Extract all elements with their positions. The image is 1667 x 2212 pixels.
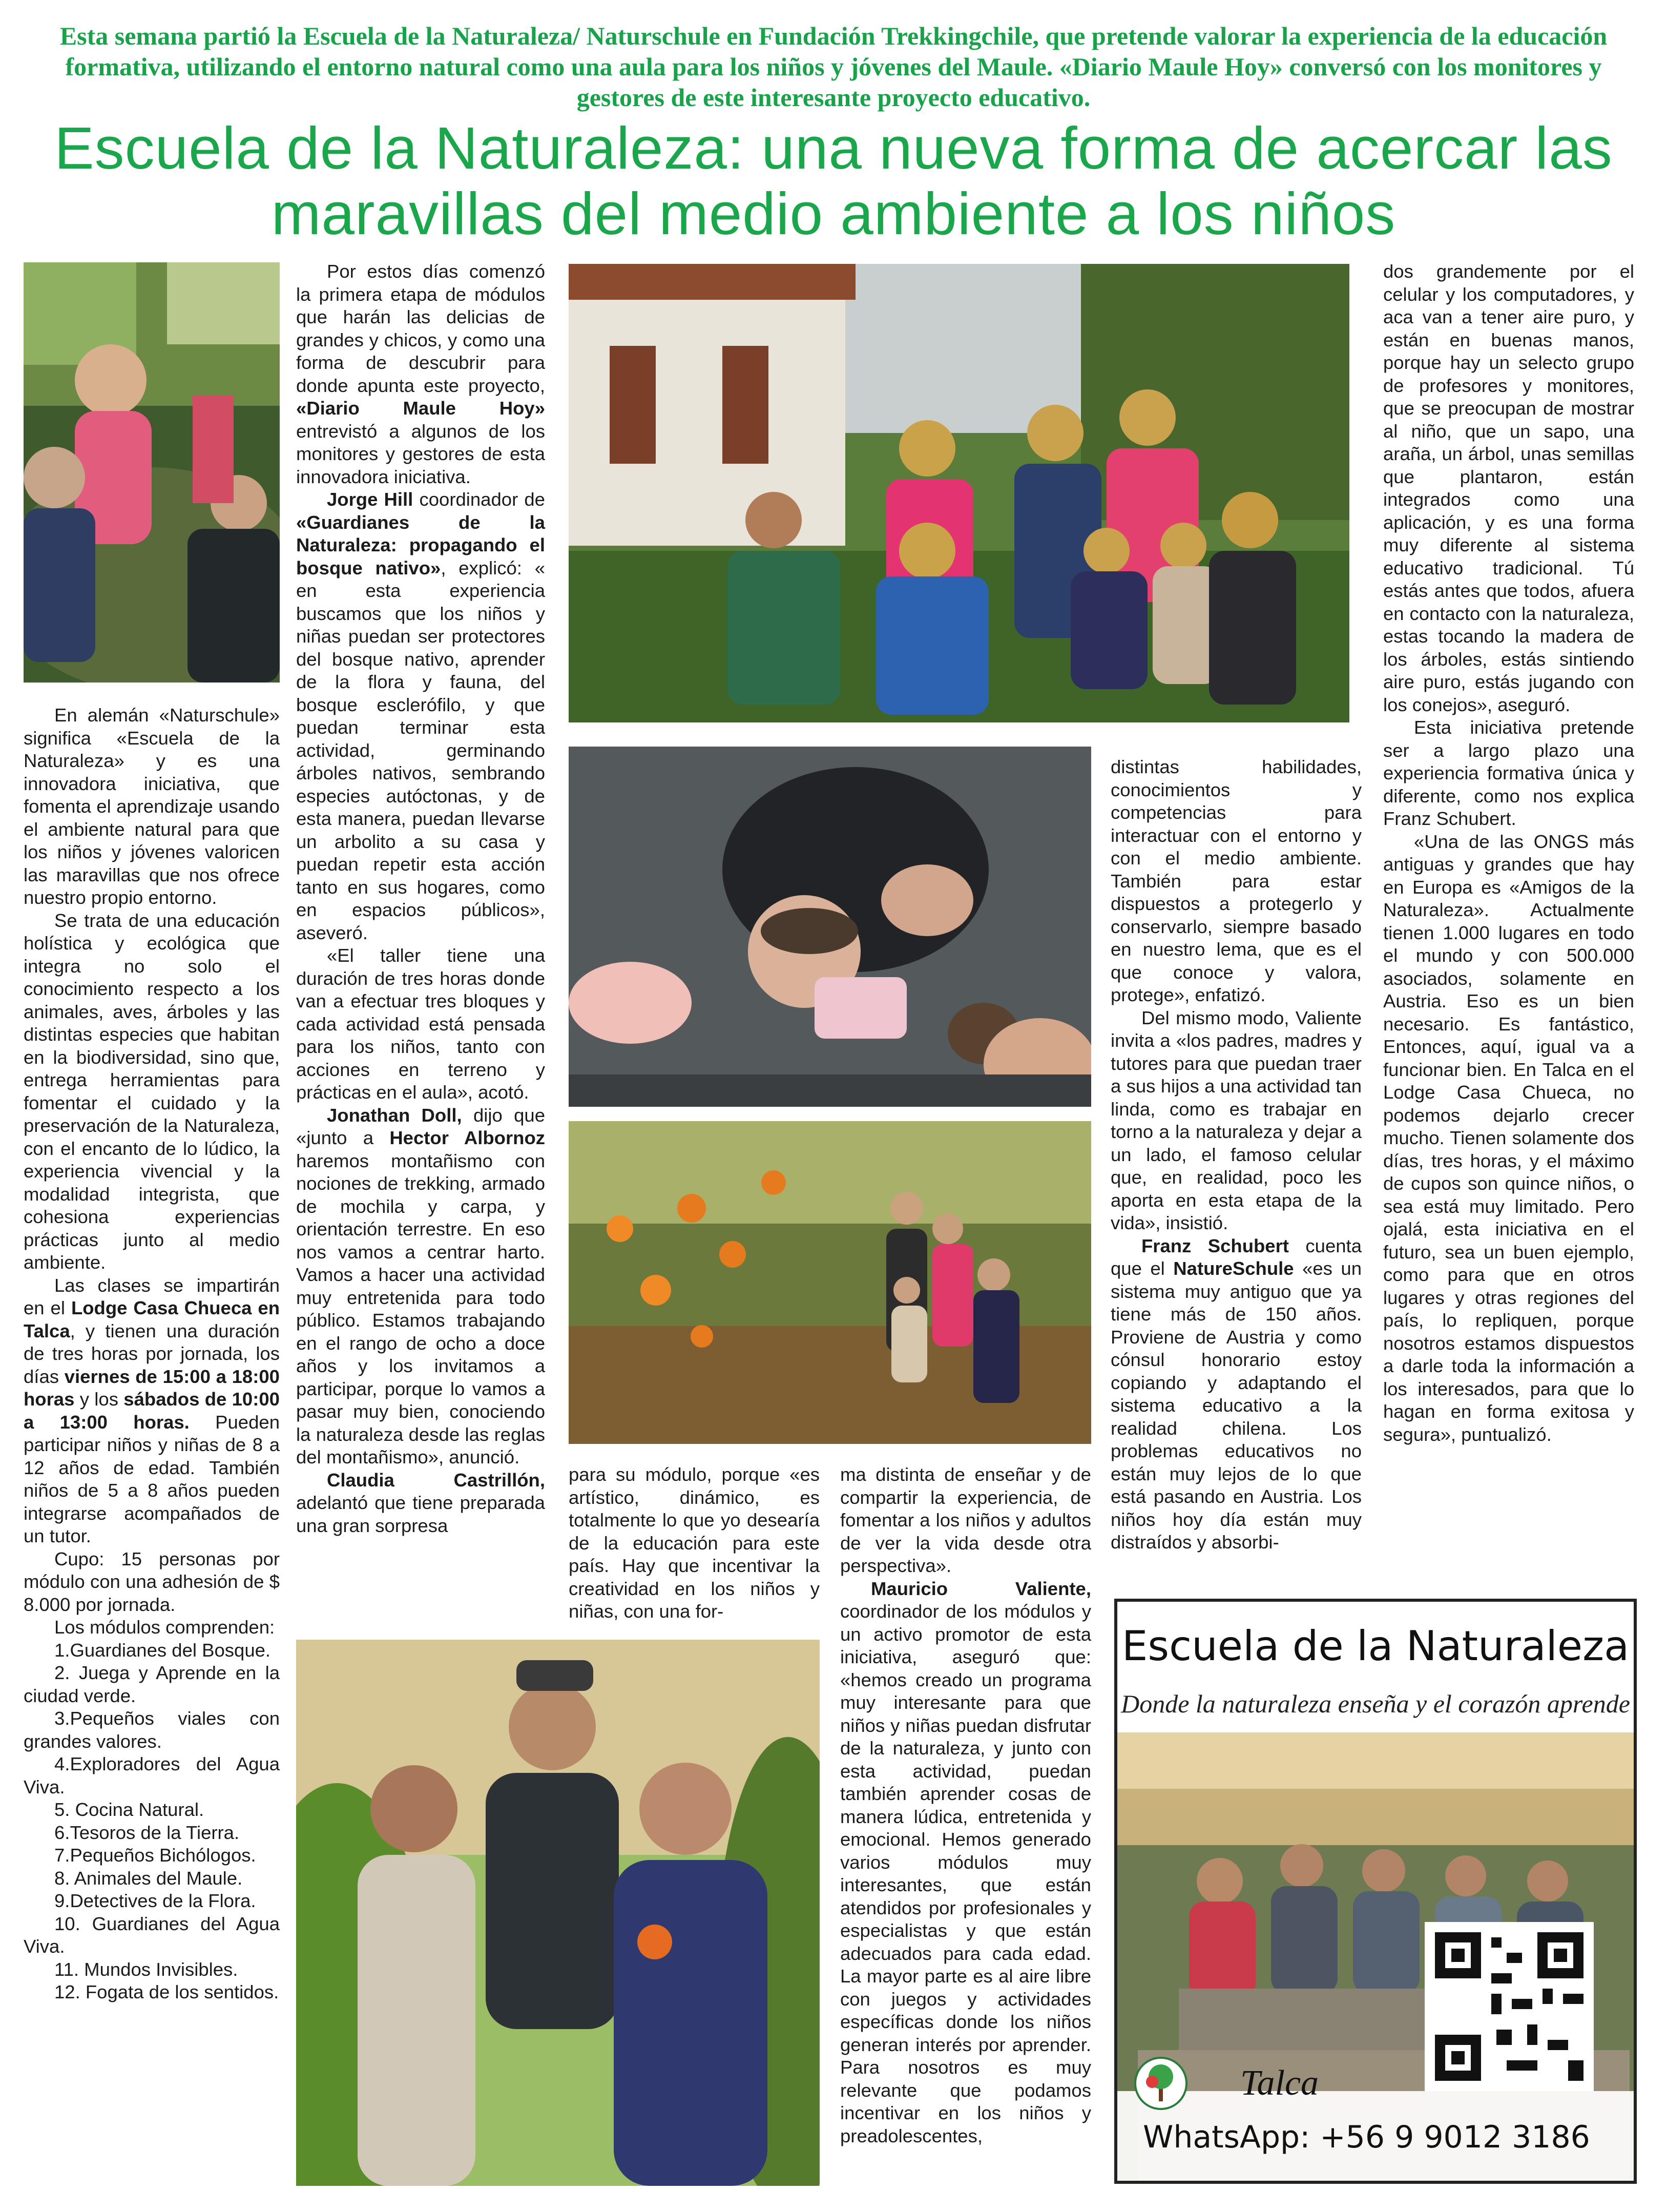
- col1-p3: Las clases se impartirán en el Lodge Casa Chueca en Talca, y tienen una duración de tres horas por jornada, los días viernes de 15:00 a 18:00 horas y los sábados de 10:00 a 13:00 horas. Pueden participar niños y niñas de 8 a 12 años de edad. También niños de 5 a 8 años pueden integrarse acompañados de un tutor.: [24, 1274, 280, 1546]
- photo-father-kids: [296, 1640, 820, 2186]
- col3b-p2: Mauricio Valiente, coordinador de los módulos y un activo promotor de esta iniciativa, aseguró que: «hemos creado un programa muy interesante para que niños y niñas puedan disfrutar de la naturaleza, y junto con esta actividad, puedan también aprender cosas de manera lúdica, entretenida y emocional. Hemos generado varios módulos muy interesantes, que están atendidos por profesionales y especialistas y que están adecuados para cada edad. La mayor parte es al aire libre con juegos y actividades específicas donde los niños generan interés por aprender. Para nosotros es muy relevante que podamos incentivar en los niños y preadolescentes,: [840, 1578, 1091, 2146]
- col2-p5: Claudia Castrillón, adelantó que tiene preparada una gran sorpresa: [296, 1469, 545, 1536]
- col5-p3: «Una de las ONGS más antiguas y grandes que hay en Europa es «Amigos de la Naturaleza». Actualmente tienen 1.000 lugares en todo el mundo y con 500.000 asociados, solamente en Austria. Eso es un bien necesario. Es fantástico, Entonces, aquí, igual va a funcionar bien. En Talca en el Lodge Casa Chueca, no podemos dejarlo crecer mucho. Tienen solamente dos días, tres horas, y el máximo de cupos son quince niños, o sea está muy limitado. Pero ojalá, esta iniciativa en el futuro, sea un buen ejemplo, como para que en otros lugares y otras regiones del país, lo repliquen, porque nosotros estamos dispuestos a darle toda la información a los interesados, para que lo hagan en forma exitosa y segura», puntualizó.: [1383, 831, 1634, 1445]
- col3b-p1: ma distinta de enseñar y de compartir la experiencia, de fomentar a los niños y adultos de ver la vida desde otra perspectiva».: [840, 1464, 1091, 1576]
- module-item: 6.Tesoros de la Tierra.: [54, 1822, 240, 1843]
- module-item: 2. Juega y Aprende en la ciudad verde.: [24, 1662, 280, 1706]
- col1-p5: Los módulos comprenden:: [54, 1617, 275, 1638]
- ad-whatsapp: WhatsApp: +56 9 9012 3186: [1143, 2119, 1590, 2155]
- column-2: [296, 260, 545, 1537]
- lead-paragraph: Esta semana partió la Escuela de la Naturaleza/ Naturschule en Fundación Trekkingchile, que pretende valorar la experiencia de la educación formativa, utilizando el entorno natural como una aula para los niños y jóvenes del Maule. «Diario Maule Hoy» conversó con los monitores y gestores de este interesante proyecto educativo.: [59, 22, 1608, 112]
- advertisement: [1114, 1599, 1637, 2184]
- ad-city: Talca: [1240, 2063, 1319, 2103]
- column-3: [840, 1463, 1091, 2147]
- module-item: 9.Detectives de la Flora.: [54, 1890, 256, 1911]
- module-item: 12. Fogata de los sentidos.: [54, 1981, 279, 2002]
- module-item: 10. Guardianes del Agua Viva.: [24, 1913, 280, 1957]
- photo-kids-forest: [24, 262, 280, 683]
- photo-orange-tree: [569, 1121, 1091, 1444]
- column-3-top: [569, 1463, 820, 1623]
- col4-p3: Franz Schubert cuenta que el NatureSchule «es un sistema muy antiguo que ya tiene más de 150 años. Proviene de Austria y como cónsul honorario estoy copiando y adaptando el sistema educativo a la realidad chilena. Los problemas educativos no están muy lejos de lo que está pasando en Austria. Los niños hoy día están muy distraídos y absorbi-: [1111, 1235, 1362, 1553]
- module-item: 5. Cocina Natural.: [54, 1799, 204, 1820]
- col1-p1: En alemán «Naturschule» significa «Escuela de la Naturaleza» y es una innovadora iniciativa, que fomenta el aprendizaje usando el ambiente natural para que los niños y jóvenes valoricen las maravillas que nos ofrece nuestro propio entorno.: [24, 705, 280, 908]
- col2-p1: Por estos días comenzó la primera etapa de módulos que harán las delicias de grandes y chicos, y como una forma de descubrir para donde apunta este proyecto, «Diario Maule Hoy» entrevistó a algunos de los monitores y gestores de esta innovadora iniciativa.: [296, 261, 545, 487]
- ad-subtitle: Donde la naturaleza enseña y el corazón aprende: [1121, 1689, 1630, 1718]
- col5-p2: Esta iniciativa pretende ser a largo plazo una experiencia formativa única y diferente, como nos explica Franz Schubert.: [1383, 717, 1634, 829]
- col1-p2: Se trata de una educación holística y ecológica que integra no solo el conocimiento respecto a los animales, aves, árboles y las distintas especies que habitan en la biodiversidad, sino que, entrega herramientas para fomentar el cuidado y la preservación de la Naturaleza, con el encanto de lo lúdico, la experiencia vivencial y la modalidad integrista, que cohesiona experiencias prácticas junto al medio ambiente.: [24, 909, 280, 1273]
- module-item: 4.Exploradores del Agua Viva.: [24, 1753, 280, 1797]
- module-item: 1.Guardianes del Bosque.: [54, 1639, 271, 1661]
- module-item: 8. Animales del Maule.: [54, 1867, 243, 1889]
- ad-photo-kids-table: [1117, 1732, 1634, 2181]
- col4-p1: distintas habilidades, conocimientos y competencias para interactuar con el entorno y con el medio ambiente. También para estar dispuestos a protegerlo y conservarlo, siempre basado en nuestro lema, que es el que conoce y valora, protege», enfatizó.: [1111, 756, 1362, 1005]
- column-1: [24, 704, 280, 2004]
- module-item: 7.Pequeños Bichólogos.: [54, 1845, 256, 1866]
- leaf-tree-logo-icon: [1133, 2055, 1189, 2112]
- col5-p1: dos grandemente por el celular y los computadores, y aca van a tener aire puro, y están en buenas manos, porque hay un selecto grupo de profesores y monitores, que se preocupan de mostrar al niño, que un sapo, una araña, un árbol, unas semillas que plantaron, están integrados como una aplicación, y es una forma muy diferente al sistema educativo tradicional. Tú estás antes que todos, afuera en contacto con la naturaleza, estas tocando la madera de los árboles, estás sintiendo aire puro, estás jugando con los conejos», aseguró.: [1383, 261, 1634, 715]
- headline: Escuela de la Naturaleza: una nueva forma de acercar las maravillas del medio ambiente a los niños: [54, 115, 1613, 247]
- photo-group-masks: [569, 264, 1349, 722]
- col2-p3: «El taller tiene una duración de tres horas donde van a efectuar tres bloques y cada actividad está pensada para los niños, tanto con acciones en terreno y prácticas en el aula», acotó.: [296, 945, 545, 1103]
- col1-p4: Cupo: 15 personas por módulo con una adhesión de $ 8.000 por jornada.: [24, 1548, 280, 1615]
- column-5: [1383, 260, 1634, 1446]
- module-item: 11. Mundos Invisibles.: [54, 1958, 238, 1980]
- ad-title: Escuela de la Naturaleza: [1121, 1622, 1630, 1670]
- col2-p2: Jorge Hill coordinador de «Guardianes de la Naturaleza: propagando el bosque nativo», explicó: « en esta experiencia buscamos que los niños y niñas puedan ser protectores del bosque nativo, aprender de la flora y fauna, del bosque esclerófilo, y que puedan terminar esta actividad, germinando árboles nativos, sembrando especies autóctonas, y de esta manera, puedan llevarse un arbolito a su casa y puedan repetir esta acción tanto en sus hogares, como en espacios públicos», aseveró.: [296, 489, 545, 943]
- col3a-text: para su módulo, porque «es artístico, dinámico, es totalmente lo que yo desearía de la educación para este país. Hay que incentivar la creatividad en los niños y niñas, con una for-: [569, 1464, 820, 1622]
- module-item: 3.Pequeños viales con grandes valores.: [24, 1708, 280, 1752]
- column-4: [1111, 756, 1362, 1554]
- col2-p4: Jonathan Doll, dijo que «junto a Hector Albornoz haremos montañismo con nociones de trekking, armado de mochila y carpa, y orientación terrestre. En eso nos vamos a centrar harto. Vamos a hacer una actividad muy entretenida para todo público. Estamos trabajando en el rango de ocho a doce años y los invitamos a participar, porque lo vamos a pasar muy bien, conociendo la naturaleza desde las reglas del montañismo», anunció.: [296, 1104, 545, 1467]
- col4-p2: Del mismo modo, Valiente invita a «los padres, madres y tutores para que puedan traer a sus hijos a una actividad tan linda, como es trabajar en torno a la naturaleza y dejar a un lado, el famoso celular que, en realidad, poco les aporta en esta etapa de la vida», insistió.: [1111, 1007, 1362, 1233]
- photo-hands-seedlings: [569, 747, 1091, 1107]
